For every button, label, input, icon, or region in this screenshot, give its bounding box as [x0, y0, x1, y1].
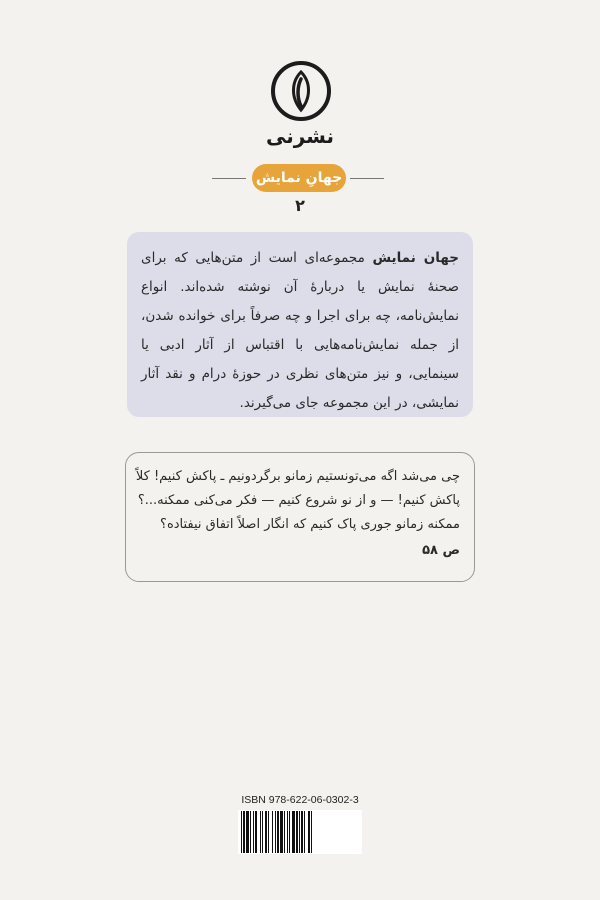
barcode-bar: [275, 811, 276, 853]
quote-line: چی می‌شد اگه می‌تونستیم زمانو برگردونیم ـ پاکش کنیم! کلاً: [135, 469, 460, 484]
barcode-bar: [243, 811, 245, 853]
quote-line: پاکش کنیم! — و از نو شروع کنیم — فکر می‌کنی ممکنه...؟: [137, 493, 460, 508]
barcode-bar: [311, 811, 312, 853]
barcode-bar: [246, 811, 249, 853]
barcode-bar: [299, 811, 300, 853]
publisher-name: نشرنی: [265, 124, 335, 148]
divider-left: [212, 178, 246, 179]
quote-box: [125, 452, 475, 582]
barcode-bar: [296, 811, 298, 853]
barcode-bar: [272, 811, 273, 853]
barcode-bar: [262, 811, 263, 853]
barcode-bar: [265, 811, 267, 853]
quote-page-ref: ص ۵۸: [422, 543, 460, 558]
feather-leaf-icon: [270, 60, 332, 122]
barcode: [238, 810, 362, 854]
series-description: [127, 232, 473, 417]
series-badge: جهانِ نمایش: [252, 164, 346, 192]
quote-line: ممکنه زمانو جوری پاک کنیم که انگار اصلاً اتفاق نیفتاده؟: [160, 517, 460, 532]
barcode-bar: [284, 811, 285, 853]
barcode-bar: [308, 811, 310, 853]
barcode-bar: [253, 811, 254, 853]
divider-right: [350, 178, 384, 179]
barcode-bar: [280, 811, 283, 853]
description-lead: جهان نمایش: [372, 250, 460, 266]
barcode-bar: [255, 811, 257, 853]
barcode-bar: [292, 811, 295, 853]
series-number: ۲: [295, 196, 305, 215]
barcode-bar: [287, 811, 288, 853]
barcode-bar: [260, 811, 261, 853]
barcode-bar: [277, 811, 279, 853]
description-text: مجموعه‌ای است از متن‌هایی که برای صحنهٔ نمایش یا دربارهٔ آن نوشته شده‌اند. انواع نمایش‌نامه، چه برای اجرا و چه صرفاً برای خوانده شدن، از جمله نمایش‌نامه‌هایی با اقتباس از آثار ادبی یا سینمایی، و نیز متن‌های نظری در حوزهٔ درام و نقد آثار نمایشی، در این مجموعه جای می‌گیرند.: [141, 250, 459, 411]
series-label-row: [0, 164, 600, 194]
barcode-bar: [241, 811, 242, 853]
barcode-bar: [301, 811, 303, 853]
barcode-bar: [304, 811, 305, 853]
barcode-bar: [250, 811, 251, 853]
isbn-text: ISBN 978-622-06-0302-3: [241, 794, 359, 806]
barcode-bar: [289, 811, 290, 853]
barcode-bar: [268, 811, 269, 853]
